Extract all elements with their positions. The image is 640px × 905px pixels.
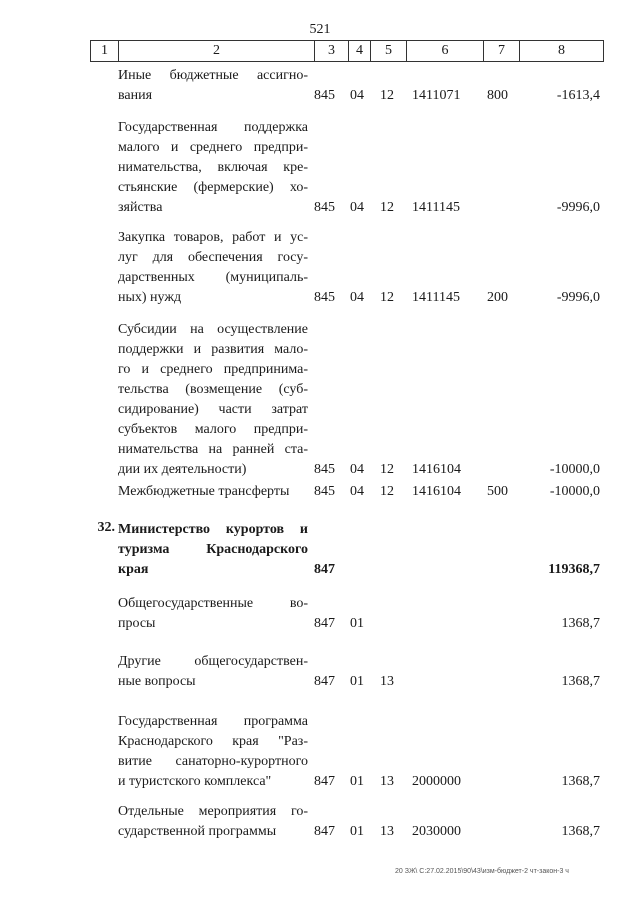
section-code-cell: 01 [350,824,364,839]
table-row [0,802,640,842]
target-article-code-cell: 1411145 [412,290,460,305]
row-name-line: Отдельные мероприятия го- [118,804,308,819]
table-row [0,118,640,218]
column-header-4: 4 [348,41,370,61]
row-name [118,320,308,480]
row-name-line: сударственной программы [118,824,277,839]
amount-cell: 1368,7 [561,616,600,631]
ministry-code-cell: 845 [314,200,335,215]
footer-file-path: 20 ЗЖ\ С:27.02.2015\90\43\изм-бюджет-2 чт-закон-3 ч [395,868,569,875]
table-row [0,320,640,480]
table-row [0,712,640,792]
subsection-code-cell: 13 [380,824,394,839]
ministry-code-cell: 845 [314,484,335,499]
section-code-cell: 04 [350,88,364,103]
section-code-cell: 01 [350,674,364,689]
section-code-cell: 01 [350,774,364,789]
section-number: 32. [97,520,115,535]
subsection-code-cell: 13 [380,674,394,689]
subsection-code-cell: 13 [380,774,394,789]
row-name-line: Краснодарского края "Раз- [118,734,308,749]
row-name-line: вания [118,88,153,103]
table-row [0,228,640,308]
subsection-code-cell: 12 [380,200,394,215]
table-header [90,40,604,62]
ministry-code-cell: 845 [314,290,335,305]
amount-cell: -9996,0 [556,290,600,305]
target-article-code-cell: 2030000 [412,824,461,839]
row-name [118,66,308,106]
ministry-code-cell: 847 [314,562,335,577]
row-name-line: стьянские (фермерские) хо- [118,180,308,195]
amount-cell: -1613,4 [556,88,600,103]
row-name-line: Государственная программа [118,714,308,729]
column-header-7: 7 [483,41,519,61]
row-name [118,118,308,218]
target-article-code-cell: 1416104 [412,462,461,477]
target-article-code-cell: 1411145 [412,200,460,215]
row-name-line: Министерство курортов и [118,522,308,537]
row-name-line: нимательства, включая кре- [118,160,308,175]
amount-cell: 1368,7 [561,824,600,839]
row-name [118,652,308,692]
table-row [0,652,640,692]
subsection-code-cell: 12 [380,484,394,499]
row-name-line: зяйства [118,200,163,215]
column-header-8: 8 [519,41,603,61]
row-name-line: субъектов малого предпри- [118,422,308,437]
amount-cell: -9996,0 [556,200,600,215]
column-header-3: 3 [314,41,348,61]
ministry-code-cell: 847 [314,774,335,789]
row-name-line: го и среднего предпринима- [118,362,308,377]
column-header-2: 2 [118,41,314,61]
row-name [118,228,308,308]
row-name-line: Межбюджетные трансферты [118,484,290,499]
ministry-code-cell: 847 [314,616,335,631]
row-name [118,520,308,580]
row-name-line: Иные бюджетные ассигно- [118,68,308,83]
ministry-code-cell: 845 [314,88,335,103]
subsection-code-cell: 12 [380,290,394,305]
table-row [0,594,640,634]
row-name [118,802,308,842]
ministry-code-cell: 847 [314,824,335,839]
row-name-line: луг для обеспечения госу- [118,250,308,265]
row-name-line: Другие общегосударствен- [118,654,308,669]
row-name-line: Закупка товаров, работ и ус- [118,230,308,245]
row-name-line: дии их деятельности) [118,462,247,477]
amount-cell: -10000,0 [549,462,600,477]
row-name-line: витие санаторно-курортного [118,754,308,769]
row-name-line: ных) нужд [118,290,182,305]
ministry-code-cell: 845 [314,462,335,477]
row-name [118,712,308,792]
row-name [118,482,308,502]
subsection-code-cell: 12 [380,88,394,103]
amount-cell: -10000,0 [549,484,600,499]
section-row [0,520,640,580]
section-code-cell: 04 [350,200,364,215]
table-row [0,482,640,502]
row-name-line: туризма Краснодарского [118,542,308,557]
ministry-code-cell: 847 [314,674,335,689]
expense-type-code-cell: 200 [487,290,508,305]
row-name-line: тельства (возмещение (суб- [118,382,308,397]
target-article-code-cell: 1411071 [412,88,461,103]
row-name-line: просы [118,616,156,631]
expense-type-code-cell: 500 [487,484,508,499]
row-name-line: нимательства на ранней ста- [118,442,308,457]
row-name [118,594,308,634]
column-header-1: 1 [101,43,108,58]
target-article-code-cell: 1416104 [412,484,461,499]
row-name-line: Государственная поддержка [118,120,308,135]
page-number: 521 [309,22,331,37]
row-name-line: поддержки и развития мало- [118,342,308,357]
row-name-line: сидирование) части затрат [118,402,308,417]
amount-cell: 119368,7 [548,562,600,577]
table-row [0,66,640,106]
expense-type-code-cell: 800 [487,88,508,103]
row-name-line: ные вопросы [118,674,196,689]
amount-cell: 1368,7 [561,674,600,689]
target-article-code-cell: 2000000 [412,774,461,789]
row-name-line: малого и среднего предпри- [118,140,308,155]
amount-cell: 1368,7 [561,774,600,789]
row-name-line: дарственных (муниципаль- [118,270,308,285]
row-name-line: Общегосударственные во- [118,596,308,611]
column-header-6: 6 [406,41,483,61]
section-code-cell: 04 [350,462,364,477]
section-code-cell: 01 [350,616,364,631]
subsection-code-cell: 12 [380,462,394,477]
column-header-5: 5 [370,41,406,61]
row-name-line: Субсидии на осуществление [118,322,308,337]
row-name-line: края [118,562,149,577]
section-code-cell: 04 [350,290,364,305]
section-code-cell: 04 [350,484,364,499]
row-name-line: и туристского комплекса" [118,774,272,789]
